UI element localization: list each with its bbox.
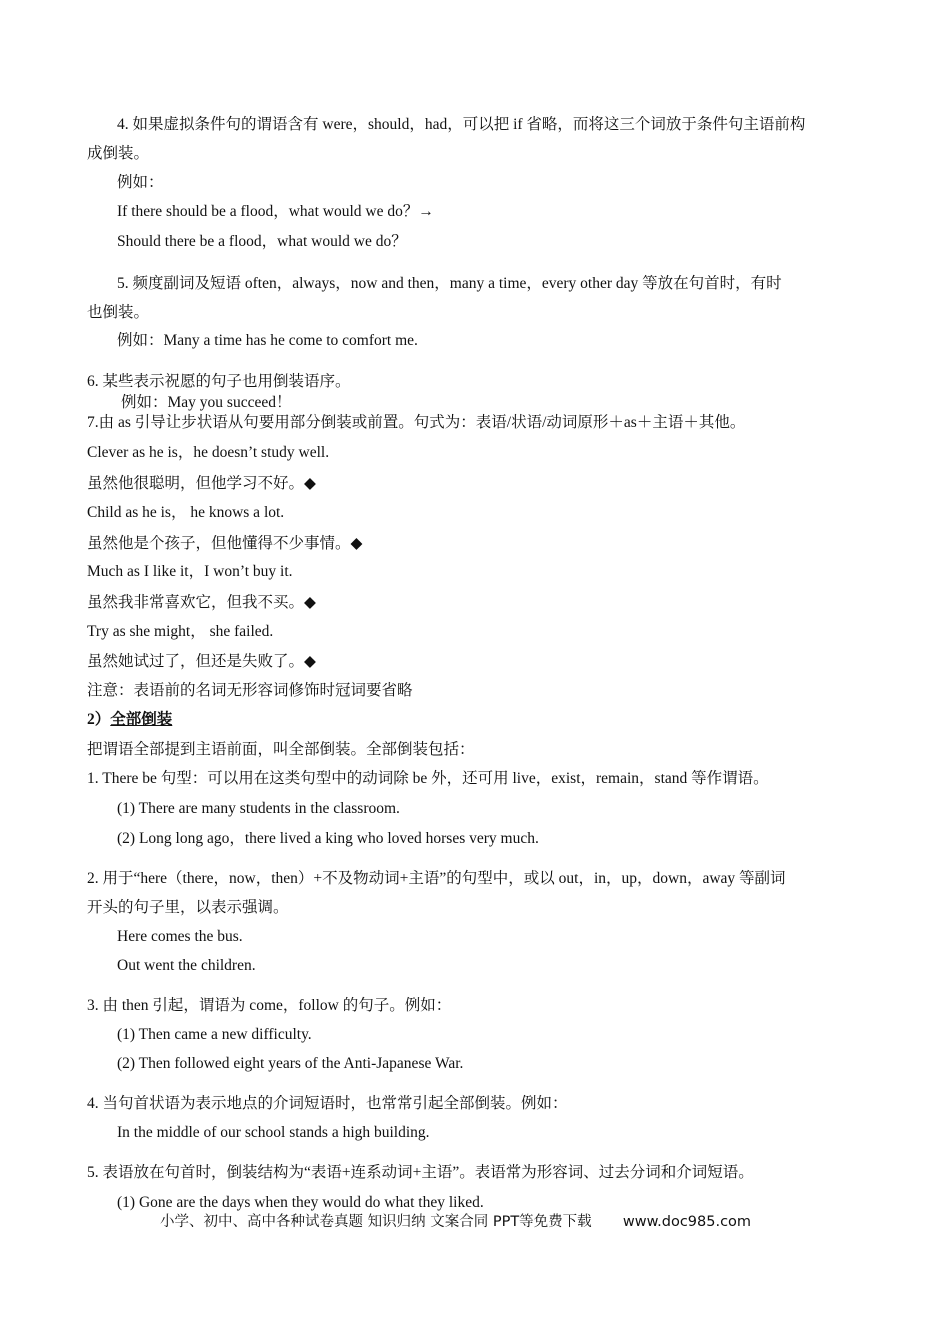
text-line: Try as she might， she failed. (87, 623, 274, 640)
text-line: 4. 如果虚拟条件句的谓语含有 were，should，had，可以把 if 省略，而将这三个词放于条件句主语前构 (117, 116, 806, 133)
text-line: 把谓语全部提到主语前面，叫全部倒装。全部倒装包括： (87, 741, 475, 758)
text-line: 1. There be 句型：可以用在这类句型中的动词除 be 外，还可用 live，exist，remain，stand 等作谓语。 (87, 770, 769, 787)
text-line: 6. 某些表示祝愿的句子也用倒装语序。 (87, 373, 351, 390)
text-line: (2) Then followed eight years of the Anti-Japanese War. (117, 1055, 464, 1072)
text-line: Out went the children. (117, 957, 256, 974)
text-line: 虽然她试过了，但还是失败了。◆ (87, 653, 316, 670)
page-footer (160, 1212, 751, 1232)
text-line: (1) There are many students in the classroom. (117, 800, 400, 817)
text-line: 也倒装。 (87, 304, 150, 321)
text-line: 虽然我非常喜欢它，但我不买。◆ (87, 594, 316, 611)
text-line: 成倒装。 (87, 145, 150, 162)
text-line: (1) Gone are the days when they would do what they liked. (117, 1194, 484, 1211)
text-line: 虽然他是个孩子，但他懂得不少事情。◆ (87, 535, 363, 552)
text-line: Clever as he is，he doesn’t study well. (87, 444, 330, 461)
text-line: 5. 频度副词及短语 often，always，now and then，many a time，every other day 等放在句首时，有时 (117, 275, 782, 292)
text-line: (2) Long long ago，there lived a king who loved horses very much. (117, 830, 539, 847)
footer-text: 小学、初中、高中各种试卷真题 知识归纳 文案合同 PPT等免费下载 (160, 1214, 592, 1230)
text-line: 例如：Many a time has he come to comfort me. (117, 332, 418, 349)
text-line: 5. 表语放在句首时，倒装结构为“表语+连系动词+主语”。表语常为形容词、过去分词和介词短语。 (87, 1164, 754, 1181)
text-line: 开头的句子里，以表示强调。 (87, 899, 289, 916)
text-line: Child as he is， he knows a lot. (87, 504, 285, 521)
text-line: Here comes the bus. (117, 928, 243, 945)
text-line: 7.由 as 引导让步状语从句要用部分倒装或前置。句式为：表语/状语/动词原形＋as＋主语＋其他。 (87, 414, 746, 431)
text-line: 4. 当句首状语为表示地点的介词短语时，也常常引起全部倒装。例如： (87, 1095, 568, 1112)
text-line: 2. 用于“here（there，now，then）+不及物动词+主语”的句型中，或以 out，in，up，down，away 等副词 (87, 870, 786, 887)
text-line: (1) Then came a new difficulty. (117, 1026, 312, 1043)
text-line: 注意：表语前的名词无形容词修饰时冠词要省略 (87, 682, 413, 699)
text-line: Should there be a flood，what would we do？ (117, 233, 407, 250)
text-line: 例如： (117, 174, 164, 191)
text-line: Much as I like it，I won’t buy it. (87, 563, 293, 580)
text-line: If there should be a flood，what would we do？→ (117, 203, 434, 220)
text-line: 例如：May you succeed！ (121, 394, 292, 411)
text-line: 虽然他很聪明，但他学习不好。◆ (87, 475, 316, 492)
section-title: 全部倒装 (110, 711, 173, 728)
footer-site: www.doc985.com (622, 1214, 752, 1230)
section-heading (87, 710, 172, 730)
section-number: 2） (87, 711, 111, 728)
text-line: 3. 由 then 引起，谓语为 come，follow 的句子。例如： (87, 997, 452, 1014)
text-line: In the middle of our school stands a high building. (117, 1124, 430, 1141)
